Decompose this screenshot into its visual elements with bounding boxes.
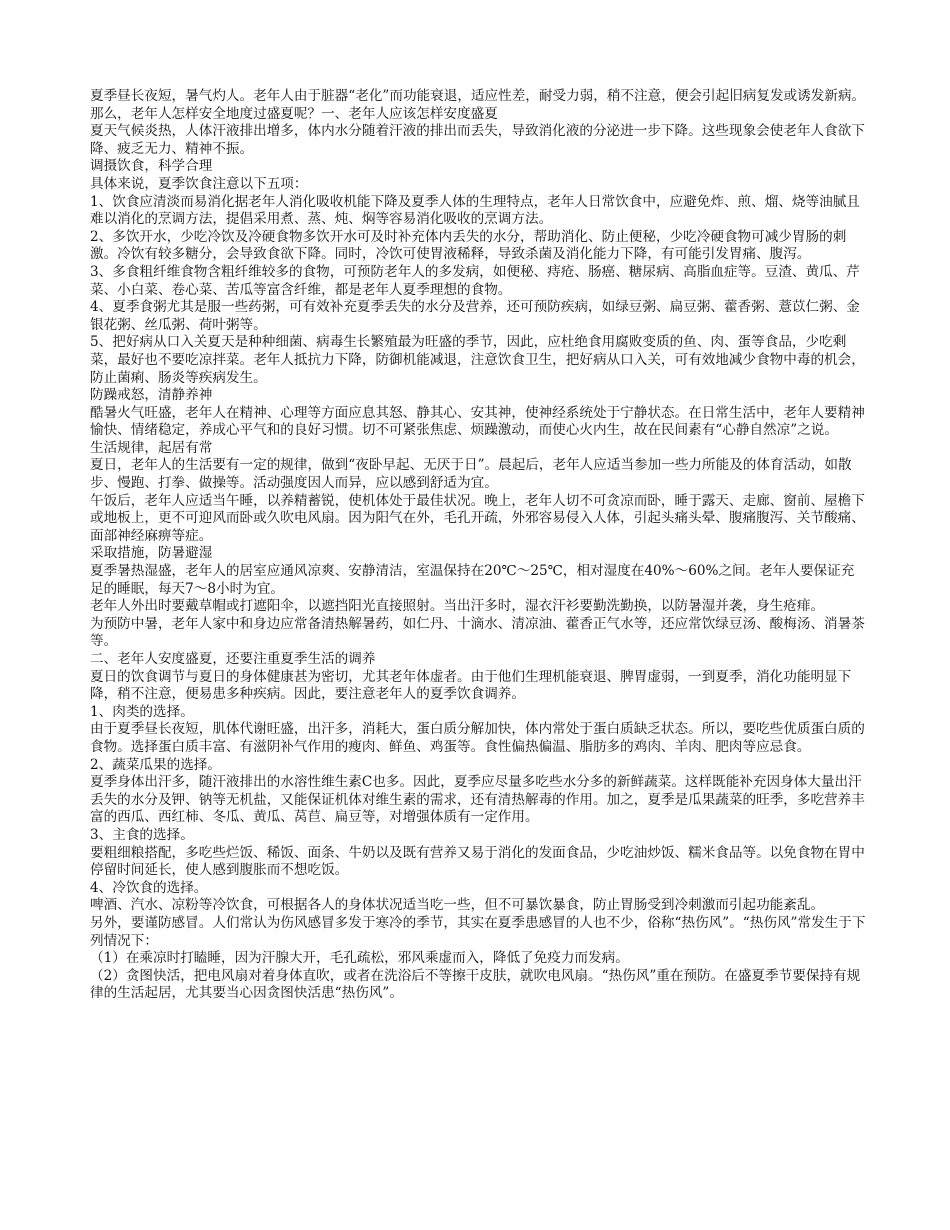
body-paragraph: 午饭后，老年人应适当午睡，以养精蓄锐，使机体处于最佳状况。晚上，老年人切不可贪凉而卧，睡于露天、走廊、窗前、屋檐下或地板上，更不可迎风而卧或久吹电风扇。因为阳气在外，毛孔开疏，外邪容易侵入人体，引起头痛头晕、腹痛腹泻、关节酸痛、面部神经麻痹等症。	[90, 492, 865, 544]
body-paragraph: 具体来说，夏季饮食注意以下五项：	[90, 175, 308, 192]
section-heading: 二、老年人安度盛夏，还要注重夏季生活的调养	[90, 651, 376, 667]
body-paragraph: 啤酒、汽水、凉粉等冷饮食，可根据各人的身体状况适当吃一些，但不可暴饮暴食，防止胃肠受到冷刺激而引起功能紊乱。	[90, 897, 825, 914]
list-heading: 1、肉类的选择。	[90, 703, 194, 720]
list-item: 3、多食粗纤维食物含粗纤维较多的食物，可预防老年人的多发病，如便秘、痔疮、肠癌、糖尿病、高脂血症等。豆渣、黄瓜、芹菜、小白菜、卷心菜、苦瓜等富含纤维，都是老年人夏季理想的食物。	[90, 263, 860, 298]
body-paragraph: 夏日的饮食调节与夏日的身体健康甚为密切，尤其老年体虚者。由于他们生理机能衰退、脾胃虚弱，一到夏季，消化功能明显下降，稍不注意，便易患多种疾病。因此，要注意老年人的夏季饮食调养。	[90, 668, 852, 703]
list-item: （1）在乘凉时打瞌睡，因为汗腺大开，毛孔疏松，邪风乘虚而入，降低了免疫力而发病。	[90, 950, 629, 967]
body-paragraph: 酷暑火气旺盛，老年人在精神、心理等方面应息其怒、静其心、安其神，使神经系统处于宁静状态。在日常生活中，老年人要精神愉快、情绪稳定，养成心平气和的良好习惯。切不可紧张焦虑、烦躁激动，而使心火内生，故在民间素有“心静自然凉”之说。	[90, 404, 865, 439]
section-heading: 生活规律，起居有常	[90, 439, 213, 456]
section-heading: 调摄饮食，科学合理	[90, 158, 213, 175]
section-heading: 采取措施，防暑避湿	[90, 545, 213, 562]
body-paragraph: 夏日，老年人的生活要有一定的规律，做到“夜卧早起、无厌于日”。晨起后，老年人应适当参加一些力所能及的体育活动，如散步、慢跑、打拳、做操等。活动强度因人而异，应以感到舒适为宜。	[90, 457, 852, 492]
list-item: 4、夏季食粥尤其是服一些药粥，可有效补充夏季丢失的水分及营养，还可预防疾病，如绿豆粥、扁豆粥、藿香粥、薏苡仁粥、金银花粥、丝瓜粥、荷叶粥等。	[90, 299, 860, 333]
list-heading: 3、主食的选择。	[90, 826, 194, 843]
list-item: 5、把好病从口入关夏天是种种细菌、病毒生长繁殖最为旺盛的季节，因此，应杜绝食用腐败变质的鱼、肉、蛋等食品，少吃剩菜，最好也不要吃凉拌菜。老年人抵抗力下降，防御机能减退，注意饮食卫生，把好病从口入关，可有效地减少食物中毒的机会，防止菌痢、肠炎等疾病发生。	[90, 334, 865, 386]
body-paragraph: 要粗细粮搭配，多吃些烂饭、稀饭、面条、牛奶以及既有营养又易于消化的发面食品，少吃油炒饭、糯米食品等。以免食物在胃中停留时间延长，使人感到腹胀而不想吃饭。	[90, 844, 865, 879]
list-heading: 2、蔬菜瓜果的选择。	[90, 756, 221, 773]
list-item: （2）贪图快活，把电风扇对着身体直吹，或者在洗浴后不等擦干皮肤，就吹电风扇。“热伤风”重在预防。在盛夏季节要保持有规律的生活起居，尤其要当心因贪图快活患“热伤风”。	[90, 967, 861, 1002]
section-heading: 防躁戒怒，清静养神	[90, 387, 213, 404]
intro-paragraph: 夏季昼长夜短，暑气灼人。老年人由于脏器“老化”而功能衰退，适应性差，耐受力弱，稍不注意，便会引起旧病复发或诱发新病。那么，老年人怎样安全地度过盛夏呢？一、老年人应该怎样安度盛夏	[90, 88, 866, 122]
body-paragraph: 另外，要谨防感冒。人们常认为伤风感冒多发于寒冷的季节，其实在夏季患感冒的人也不少，俗称“热伤风”。“热伤风”常发生于下列情况下：	[90, 914, 866, 949]
body-paragraph: 为预防中暑，老年人家中和身边应常备清热解暑药，如仁丹、十滴水、清凉油、藿香正气水等，还应常饮绿豆汤、酸梅汤、消暑茶等。	[90, 615, 865, 650]
list-heading: 4、冷饮食的选择。	[90, 879, 208, 896]
list-item: 1、饮食应清淡而易消化据老年人消化吸收机能下降及夏季人体的生理特点，老年人日常饮食中，应避免炸、煎、熘、烧等油腻且难以消化的烹调方法，提倡采用煮、蒸、炖、焖等容易消化吸收的烹调方法。	[90, 193, 860, 228]
body-paragraph: 夏季身体出汗多，随汗液排出的水溶性维生素C也多。因此，夏季应尽量多吃些水分多的新鲜蔬菜。这样既能补充因身体大量出汗丢失的水分及钾、钠等无机盐，又能保证机体对维生素的需求，还有清热解毒的作用。加之，夏季是瓜果蔬菜的旺季，多吃营养丰富的西瓜、西红柿、冬瓜、黄瓜、莴苣、扁豆等，对增强体质有一定作用。	[90, 774, 865, 826]
list-item: 2、多饮开水，少吃冷饮及冷硬食物多饮开水可及时补充体内丢失的水分，帮助消化、防止便秘，少吃冷硬食物可减少胃肠的刺激。冷饮有较多糖分，会导致食欲下降。同时，冷饮可使胃液稀释，导致杀菌及消化能力下降，有可能引发胃痛、腹泻。	[90, 228, 847, 263]
body-paragraph: 夏天气候炎热，人体汗液排出增多，体内水分随着汗液的排出而丢失，导致消化液的分泌进一步下降。这些现象会使老年人食欲下降、疲乏无力、精神不振。	[90, 123, 865, 157]
body-paragraph: 夏季暑热湿盛，老年人的居室应通风凉爽、安静清洁，室温保持在20℃～25℃，相对湿度在40%～60%之间。老年人要保证充足的睡眠，每天7～8小时为宜。	[90, 563, 855, 597]
body-paragraph: 由于夏季昼长夜短，肌体代谢旺盛，出汗多，消耗大，蛋白质分解加快，体内常处于蛋白质缺乏状态。所以，要吃些优质蛋白质的食物。选择蛋白质丰富、有滋阴补气作用的瘦肉、鲜鱼、鸡蛋等。食性偏热偏温、脂肪多的鸡肉、羊肉、肥肉等应忌食。	[90, 721, 865, 755]
body-paragraph: 老年人外出时要戴草帽或打遮阳伞，以遮挡阳光直接照射。当出汗多时，湿衣汗衫要勤洗勤换，以防暑湿并袭，身生疮痱。	[90, 598, 825, 615]
